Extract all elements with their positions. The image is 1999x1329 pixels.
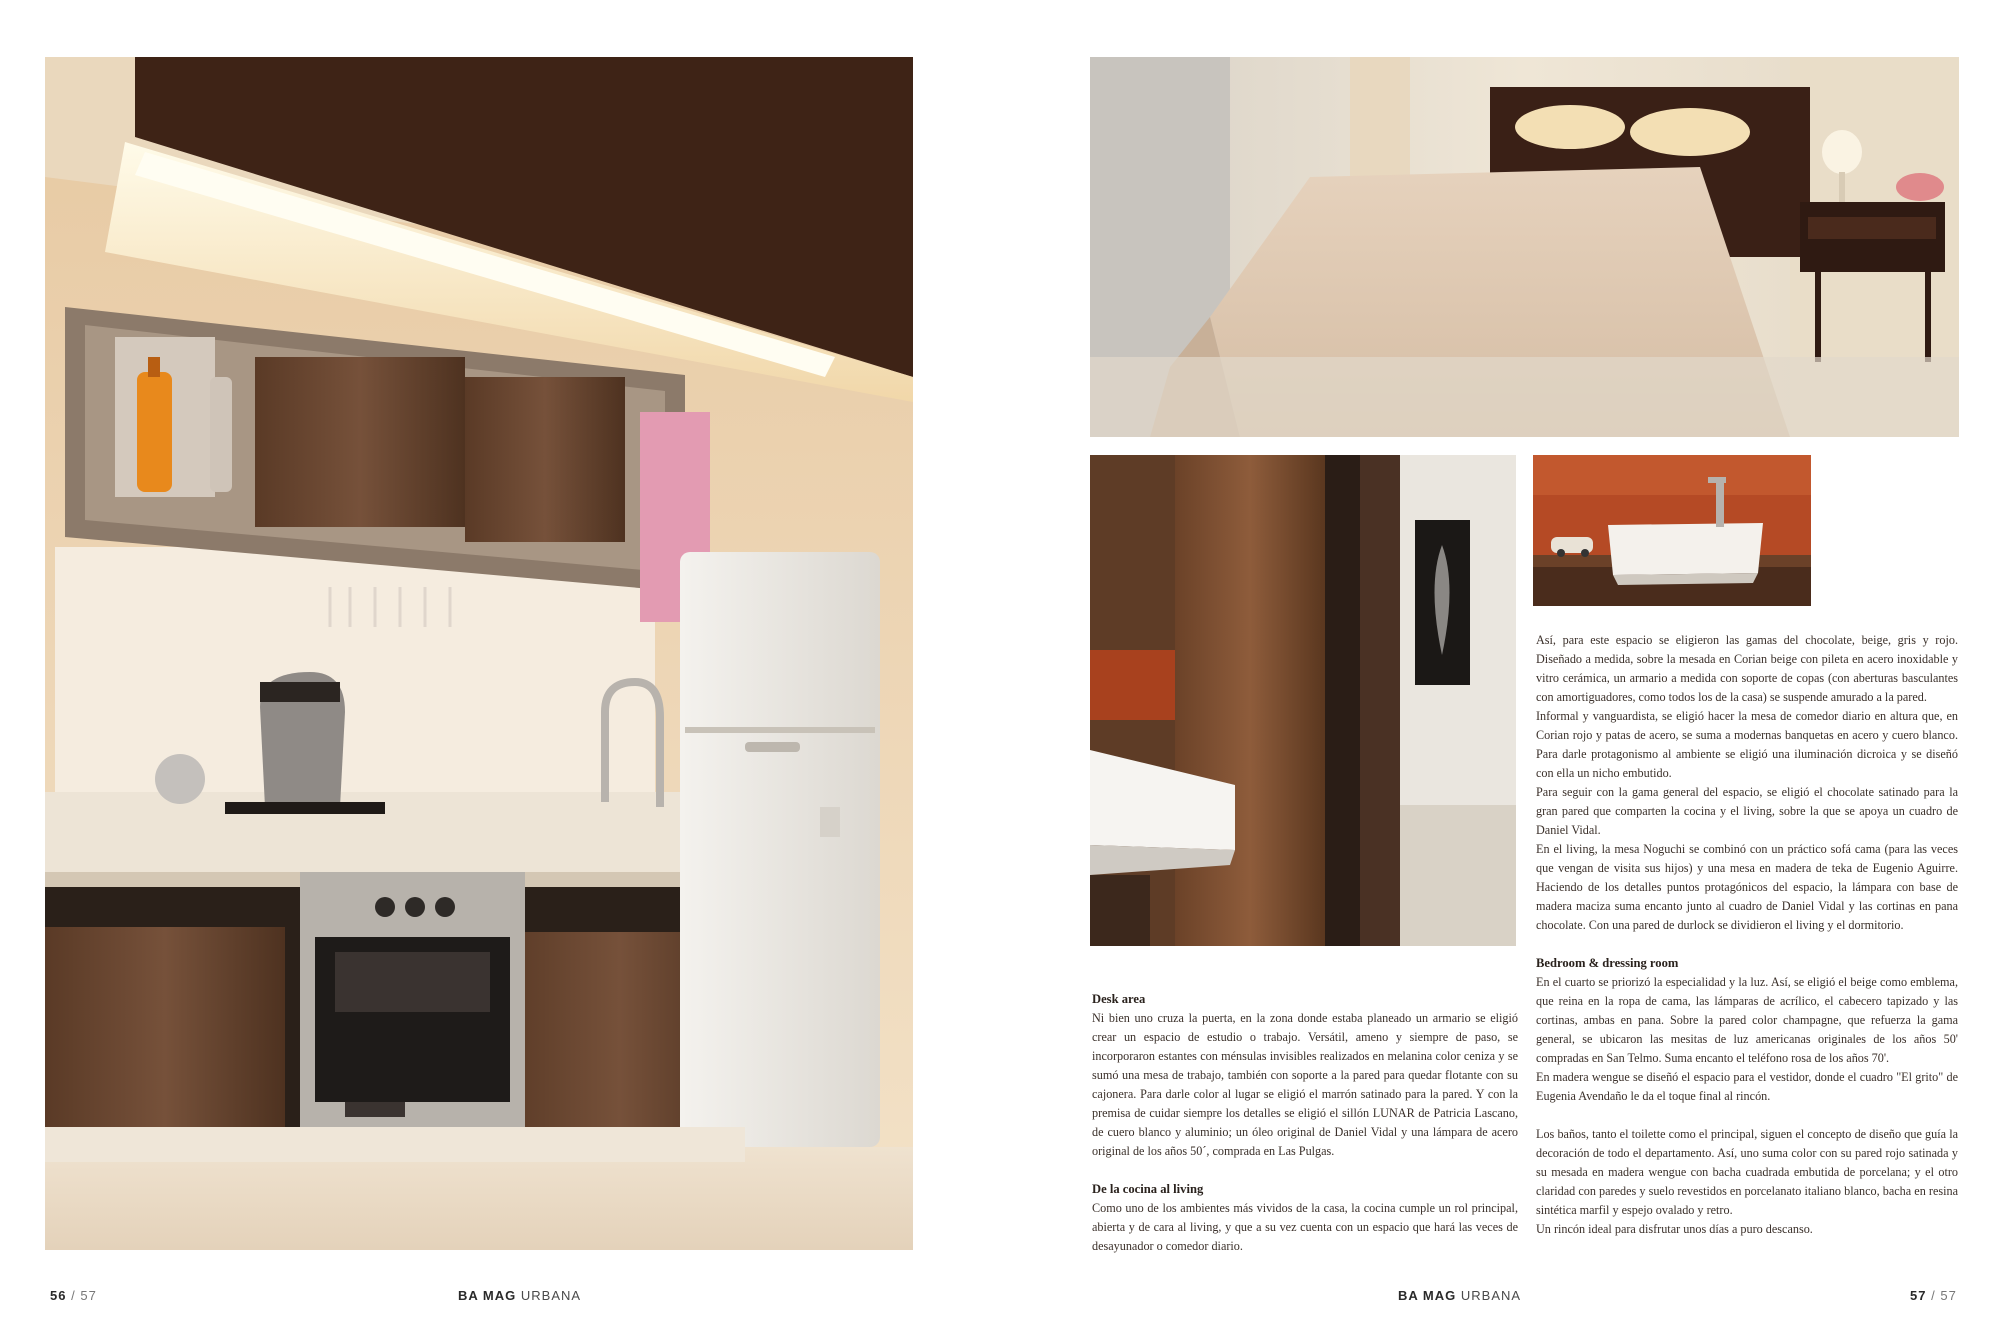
section-body-kitchen-living: Como uno de los ambientes más vividos de la casa, la cocina cumple un rol principal, abierta y de cara al living, y que a su vez cuenta con un espacio que hará las veces de desayunador o comedor diario. [1092,1201,1518,1253]
section-body-desk-area: Ni bien uno cruza la puerta, en la zona donde estaba planeado un armario se eligió crear un espacio de estudio o trabajo. Versátil, ameno y siempre de paso, se incorporaron estantes con ménsulas invisibles realizados en melanina color ceniza y se sumó una mesa de trabajo, también con soporte a la pared para quedar flotante con su cajonera. Para darle color al lugar se eligió el marrón satinado para la pared. Y con la premisa de cuidar siempre los detalles se eligió el sillón LUNAR de Patricia Lascano, de cuero blanco y aluminio; un óleo original de Daniel Vidal y una lámpara de acero original de los años 50´, comprada en Las Pulgas. [1092,1011,1518,1158]
page-number-current: 56 [50,1288,67,1303]
page-separator: / [1931,1288,1936,1303]
body-paragraph: Un rincón ideal para disfrutar unos días a puro descanso. [1536,1222,1813,1236]
section-title-desk-area: Desk area [1092,992,1146,1006]
section-title-bedroom: Bedroom & dressing room [1536,956,1679,970]
right-text-column [1536,631,1958,1239]
sink-photo [1533,455,1811,606]
body-paragraph: En el cuarto se priorizó la especialidad y la luz. Así, se eligió el beige como emblema, que reina en la ropa de cama, las lámparas de acrílico, el cabecero tapizado y las cortinas, ambas en pana. Sobre la pared color champagne, que refuerza la gama general, se ubicaron las mesitas de luz americanas originales de los años 50' compradas en San Telmo. Suma encanto el teléfono rosa de los años 70'. [1536,975,1958,1065]
body-paragraph: Los baños, tanto el toilette como el principal, siguen el concepto de diseño que guía la decoración de todo el departamento. Así, uno suma color con su pared rojo satinada y su mesada en madera wengue con bacha cuadrada embutida de porcelana; y el otro claridad con paredes y suelo revestidos en porcelanato italiano blanco, bacha en resina sintética marfil y espejo ovalado y retro. [1536,1127,1958,1217]
left-page-number [50,1288,97,1303]
magazine-brand: BA MAG [458,1288,517,1303]
body-paragraph: Para seguir con la gama general del espacio, se eligió el chocolate satinado para la gran pared que comparten la cocina y el living, sobre la que se apoya un cuadro de Daniel Vidal. [1536,785,1958,837]
page-number-other: 57 [80,1288,97,1303]
magazine-section: URBANA [1460,1288,1522,1303]
left-magazine-name [458,1288,581,1303]
page-number-other: 57 [1940,1288,1957,1303]
magazine-brand: BA MAG [1398,1288,1457,1303]
section-title-kitchen-living: De la cocina al living [1092,1182,1204,1196]
body-paragraph: Informal y vanguardista, se eligió hacer la mesa de comedor diario en altura que, en Corian rojo y patas de acero, se suma a modernas banquetas en acero y cuero blanco. Para darle protagonismo al ambiente se eligió una iluminación dicroica y se diseñó con ella un nicho embutido. [1536,709,1958,780]
right-page-number [1910,1288,1957,1303]
page-number-current: 57 [1910,1288,1927,1303]
hallway-bathroom-photo [1090,455,1516,946]
page-separator: / [71,1288,76,1303]
kitchen-photo [45,57,913,1250]
right-magazine-name [1398,1288,1521,1303]
left-text-column [1092,990,1518,1256]
magazine-section: URBANA [520,1288,582,1303]
body-paragraph: Así, para este espacio se eligieron las gamas del chocolate, beige, gris y rojo. Diseñado a medida, sobre la mesada en Corian beige con pileta en acero inoxidable y vitro cerámica, un armario a medida con soporte de copas (con aberturas basculantes con amortiguadores, como todos los de la casa) se suspende amurado a la pared. [1536,633,1958,704]
body-paragraph: En madera wengue se diseñó el espacio para el vestidor, donde el cuadro "El grito" de Eugenia Avendaño le da el toque final al rincón. [1536,1070,1958,1103]
bedroom-photo [1090,57,1959,437]
body-paragraph: En el living, la mesa Noguchi se combinó con un práctico sofá cama (para las veces que vengan de visita sus hijos) y una mesa en madera de teka de Eugenio Aguirre. Haciendo de los detalles puntos protagónicos del espacio, la lámpara con base de madera maciza suma encanto junto al cuadro de Daniel Vidal y las cortinas en pana chocolate. Con una pared de durlock se dividieron el living y el dormitorio. [1536,842,1958,932]
